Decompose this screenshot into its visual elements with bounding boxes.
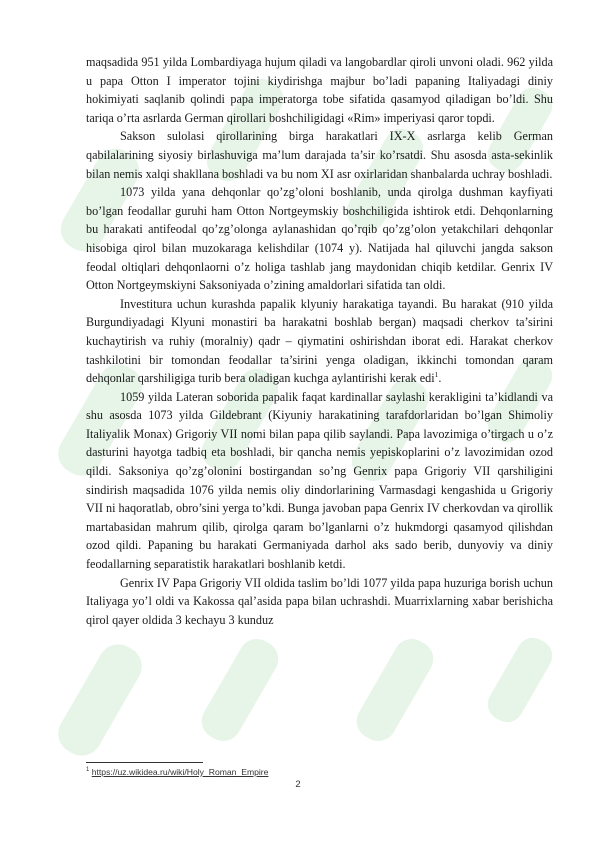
footnote-reference[interactable]: 1 (434, 370, 439, 380)
footnote-link[interactable]: https://uz.wikidea.ru/wiki/Holy_Roman_Empire (91, 767, 269, 777)
body-text (86, 53, 553, 629)
paragraph-text: Investitura uchun kurashda papalik klyuniy harakatiga tayandi. Bu harakat (910 yilda Burgundiyadagi Klyuni monastiri ba harakatni boshlab bergan) maqsadi cherkov ta’sirini kuchaytirish va ruhiy (moralniy) qadr – qiymatini oshirishdan iborat edi. Harakat cherkov tashkilotini bir tomondan feodallar ta’sirini yenga oladigan, ikkinchi tomondan qaram dehqonlar qarshiligiga turib bera oladigan kuchga aylantirishi kerak edi (86, 296, 553, 386)
paragraph: 1073 yilda yana dehqonlar qo’zg’oloni boshlanib, unda qirolga dushman kayfiyati bo’lgan feodallar guruhi ham Otton Nortgeymskiy boshchiligida ishtirok etdi. Dehqonlarning bu harakati antifeodal qo’zg’olonga aylanashidan qo’rqib qo’zg’olon yetakchilari dehqonlar hisobiga qirol bilan muzokaraga kelishdilar (1074 y). Natijada hal qiluvchi jangda sakson feodal oltiqlari dehqonlaorni o’z holiga tashlab jang maydonidan chiqib ketdilar. Genrix IV Otton Nortgeymskiyni Saksoniyada o’zining amaldorlari sifatida tan oldi. (86, 185, 553, 293)
footnote-marker: 1 (86, 767, 90, 774)
footnote-separator (86, 762, 203, 763)
paragraph: Genrix IV Papa Grigoriy VII oldida taslim bo’ldi 1077 yilda papa huzuriga borish uchun Italiyaga yo’l oldi va Kakossa qal’asida papa bilan uchrashdi. Muarrixlarning xabar berishicha qirol qayer oldida 3 kechayu 3 kunduz (86, 575, 553, 627)
paragraph: 1059 yilda Lateran soborida papalik faqat kardinallar saylashi kerakligini ta’kidlandi va shu asosda 1073 yilda Gildebrant (Kiyuniy harakatining tarafdorlaridan bo’lgan Shimoliy Italiyalik Monax) Grigoriy VII nomi bilan papa qilib saylandi. Papa lavozimiga o’tirgach u o’z dasturini hayotga tadbiq eta boshladi, bir qancha nemis yepiskoplarini o’z lavozimidan ozod qildi. Saksoniya qo’zg’olonini bostirgandan so’ng Genrix papa Grigoriy VII qarshiligini sindirish maqsadida 1076 yilda nemis oliy dindorlarining Varmasdagi kengashida u Grigoriy VII ni haqoratlab, obro’sini yerga to’kdi. Bunga javoban papa Genrix IV cherkovdan va qirollik martabasidan mahrum qilib, qirolga qaram bo’lganlarni o’z hukmdorgi qasamyod qilishdan ozod qildi. Papaning bu harakati Germaniyada darhol aks sado berib, dunyoviy va diniy feodallarning separatistik harakatlari boshlanib ketdi. (86, 389, 553, 572)
period: . (438, 371, 442, 386)
page-number: 2 (295, 779, 301, 790)
footnote (86, 767, 268, 777)
paragraph: Sakson sulolasi qirollarining birga harakatlari IX-X asrlarga kelib German qabilalarining siyosiy birlashuviga ma’lum darajada ta’sir ko’rsatdi. Shu asosda asta-sekinlik bilan nemis xalqi shakllana boshladi va bu nom XI asr oxirlaridan shanbalarda uchray boshladi. (86, 129, 553, 181)
paragraph (86, 295, 553, 388)
paragraph: maqsadida 951 yilda Lombardiyaga hujum qiladi va langobardlar qiroli unvoni oladi. 962 yilda u papa Otton I imperator tojini kiydirishga majbur bo’ladi papaning Italiyadagi diniy hokimiyati saqlanib qolindi papa imperatorga tobe sifatida qasamyod qiladigan bo’ldi. Shu tariqa o’rta asrlarda German qirollari boshchiligidagi «Rim» imperiyasi qaror topdi. (86, 55, 553, 125)
